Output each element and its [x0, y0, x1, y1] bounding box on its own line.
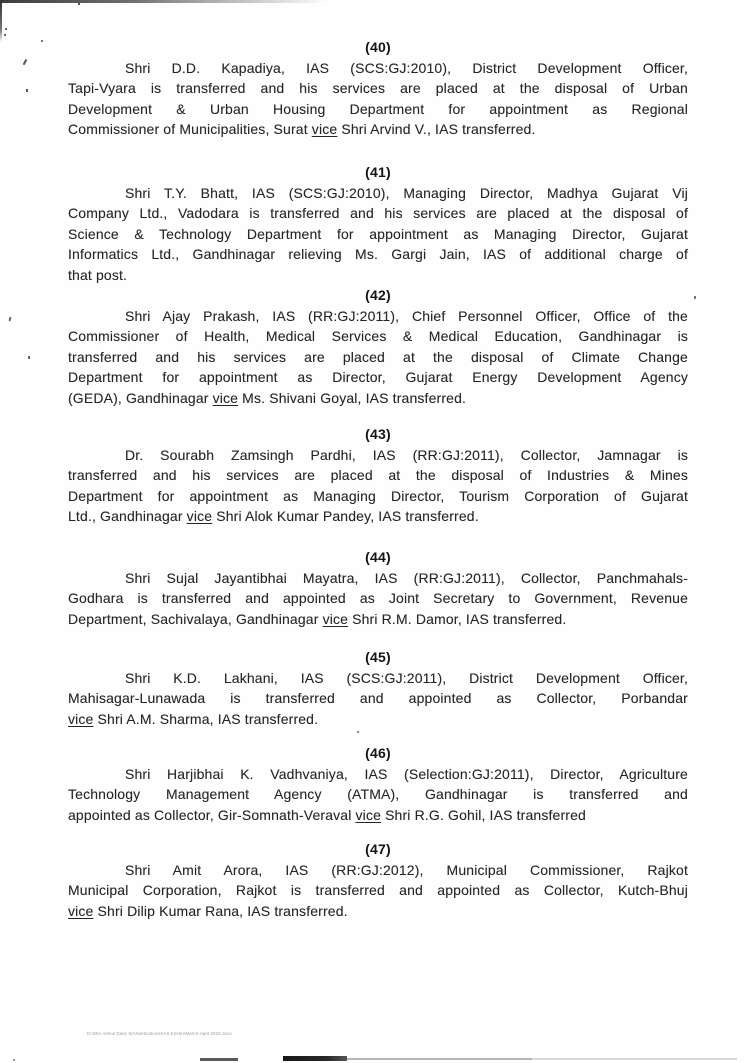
transfer-order-paragraphs [68, 0, 688, 1063]
text-segment: Department for appointment as Director, Gujarat Energy Development Agency [68, 369, 688, 385]
text-segment: Shri K.D. Lakhani, IAS (SCS:GJ:2011), District Development Officer, [125, 669, 688, 686]
paragraph-line [68, 119, 688, 140]
text-segment: Dr. Sourabh Zamsingh Pardhi, IAS (RR:GJ:2011), Collector, Jamnagar is [125, 446, 688, 463]
text-segment: Shri Ajay Prakash, IAS (RR:GJ:2011), Chief Personnel Officer, Office of the [125, 307, 688, 324]
text-segment: Science & Technology Department for appointment as Managing Director, Gujarat [68, 225, 688, 242]
text-segment: Shri Harjibhai K. Vadhvaniya, IAS (Selection:GJ:2011), Director, Agriculture [125, 765, 688, 782]
paragraph-line [68, 58, 688, 79]
paragraph-number: (43) [365, 426, 391, 442]
paragraph-line [68, 688, 688, 709]
scan-speck [41, 40, 43, 42]
vice-underlined-word: vice [68, 902, 94, 919]
transfer-order-paragraph [68, 37, 688, 140]
paragraph-line [68, 588, 688, 609]
text-segment: Technology Management Agency (ATMA), Gandhinagar is transferred and [68, 786, 688, 802]
transfer-order-paragraph [68, 743, 688, 825]
paragraph-line [68, 609, 688, 630]
text-segment: appointed as Collector, Gir-Somnath-Veraval [68, 806, 356, 823]
paragraph-line [68, 709, 688, 730]
text-segment: Informatics Ltd., Gandhinagar relieving Ms. Gargi Jain, IAS of additional charge of [68, 246, 688, 262]
paragraph-line [68, 99, 688, 120]
paragraph-number: (44) [365, 549, 391, 565]
text-segment: Shri T.Y. Bhatt, IAS (SCS:GJ:2010), Managing Director, Madhya Gujarat Vij [125, 184, 688, 201]
paragraph-line [68, 244, 688, 265]
scan-speck [13, 1059, 15, 1061]
vice-underlined-word: vice [212, 389, 239, 406]
text-segment: Shri R.G. Gohil, IAS transferred [381, 806, 586, 823]
transfer-order-paragraph [68, 162, 688, 285]
text-segment: Department, Sachivalaya, Gandhinagar [68, 610, 323, 627]
text-segment: Department for appointment as Managing Director, Tourism Corporation of Gujarat [68, 487, 688, 504]
paragraph-number: (46) [365, 745, 391, 761]
transfer-order-paragraph [68, 647, 688, 729]
scan-speck [9, 317, 11, 321]
text-segment: Shri Arvind V., IAS transferred. [337, 121, 536, 137]
paragraph-number: (40) [365, 39, 391, 55]
text-segment: Shri A.M. Sharma, IAS transferred. [93, 710, 319, 727]
paragraph-line [68, 367, 688, 388]
text-segment: Municipal Corporation, Rajkot is transferred and appointed as Collector, Kutch-Bhuj [68, 882, 688, 898]
text-segment: transferred and his services are placed at the disposal of Climate Change [68, 348, 688, 365]
text-segment: Shri Dilip Kumar Rana, IAS transferred. [93, 902, 348, 919]
paragraph-line [68, 805, 688, 826]
vice-underlined-word: vice [322, 610, 349, 627]
scan-speck [694, 296, 696, 299]
paragraph-line [68, 784, 688, 805]
scan-speck [4, 34, 6, 36]
paragraph-line [68, 388, 688, 409]
transfer-order-paragraph [68, 285, 688, 408]
paragraph-line [68, 880, 688, 901]
scan-speck [28, 356, 30, 359]
paragraph-line [68, 224, 688, 245]
paragraph-line [68, 860, 688, 881]
paragraph-line [68, 203, 688, 224]
vice-underlined-word: vice [355, 806, 382, 823]
text-segment: Ms. Shivani Goyal, IAS transferred. [238, 389, 467, 406]
text-segment: Company Ltd., Vadodara is transferred and his services are placed at the disposal of [68, 205, 688, 221]
paragraph-line [68, 465, 688, 486]
vice-underlined-word: vice [186, 508, 213, 524]
paragraph-number: (41) [365, 164, 391, 180]
paragraph-line [68, 764, 688, 785]
paragraph-line [68, 78, 688, 99]
text-segment: Development & Urban Housing Department for appointment as Regional [68, 100, 688, 117]
text-segment: Commissioner of Municipalities, Surat [68, 121, 312, 137]
paragraph-number: (42) [365, 287, 391, 303]
scan-speck [5, 28, 7, 30]
text-segment: Commissioner of Health, Medical Services & Medical Education, Gandhinagar is [68, 328, 688, 344]
paragraph-line [68, 326, 688, 347]
text-segment: Ltd., Gandhinagar [68, 508, 187, 524]
paragraph-line [68, 506, 688, 527]
scan-bottom-bar [200, 1058, 238, 1061]
text-segment: Godhara is transferred and appointed as Joint Secretary to Government, Revenue [68, 590, 688, 606]
paragraph-number: (45) [365, 649, 391, 665]
scan-bottom-bar [532, 1058, 737, 1060]
paragraph-line [68, 445, 688, 466]
text-segment: transferred and his services are placed at the disposal of Industries & Mines [68, 467, 688, 483]
scan-bottom-bar [347, 1058, 532, 1060]
text-segment: Shri Amit Arora, IAS (RR:GJ:2012), Municipal Commissioner, Rajkot [125, 861, 688, 878]
paragraph-line [68, 347, 688, 368]
paragraph-number: (47) [365, 841, 391, 857]
paragraph-line [68, 265, 688, 286]
paragraph-line [68, 568, 688, 589]
text-segment: Shri Alok Kumar Pandey, IAS transferred. [212, 508, 479, 524]
text-segment: Mahisagar-Lunawada is transferred and appointed as Collector, Porbandar [68, 690, 688, 706]
scan-edge-line-left [0, 0, 2, 42]
scan-bottom-bar [283, 1056, 347, 1061]
text-segment: that post. [68, 266, 128, 283]
paragraph-line [68, 901, 688, 922]
text-segment: Shri D.D. Kapadiya, IAS (SCS:GJ:2010), District Development Officer, [125, 59, 688, 76]
paragraph-line [68, 306, 688, 327]
transfer-order-paragraph [68, 839, 688, 921]
paragraph-line [68, 183, 688, 204]
footer-file-path: D:\Shri Ashok Dave Sir\Notifications\IAS trnsfer\March-April 2023.docx [87, 1032, 232, 1037]
paragraph-line [68, 668, 688, 689]
text-segment: (GEDA), Gandhinagar [68, 389, 213, 406]
text-segment: Tapi-Vyara is transferred and his services are placed at the disposal of Urban [68, 80, 688, 96]
scan-speck [26, 89, 28, 92]
vice-underlined-word: vice [311, 121, 338, 137]
paragraph-line [68, 486, 688, 507]
text-segment: Shri Sujal Jayantibhai Mayatra, IAS (RR:GJ:2011), Collector, Panchmahals- [125, 569, 688, 586]
transfer-order-paragraph [68, 547, 688, 629]
vice-underlined-word: vice [68, 710, 94, 727]
transfer-order-paragraph [68, 424, 688, 527]
scan-speck [23, 59, 27, 65]
text-segment: Shri R.M. Damor, IAS transferred. [348, 610, 567, 627]
